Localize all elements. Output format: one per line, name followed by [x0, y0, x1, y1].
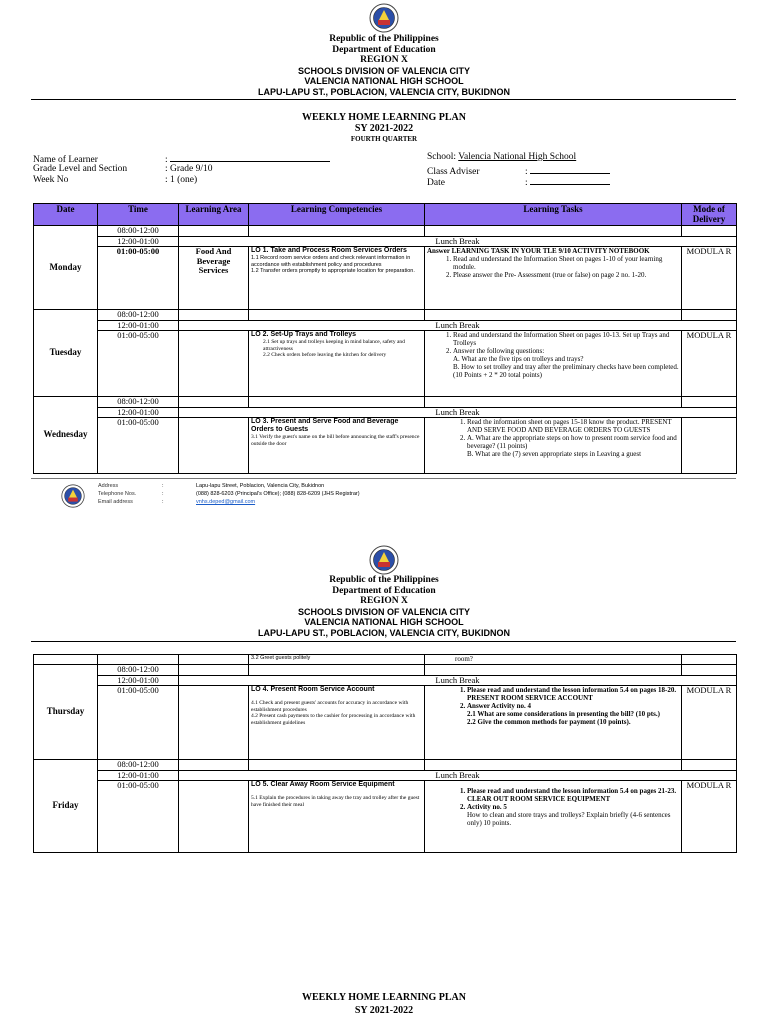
table-row: 12:00-01:00 Lunch Break [34, 407, 737, 418]
telephone-label: Telephone Nos. [98, 491, 137, 497]
telephone-value: (088) 828-6203 (Principal's Office); (088) 828-6209 (JHS Registrar) [196, 491, 360, 497]
lunch-break: Lunch Break [179, 675, 737, 686]
plan-title: WEEKLY HOME LEARNING PLAN [301, 112, 466, 123]
mode-value: MODULA R [682, 686, 737, 760]
learner-info-left: Name of Learner : Grade Level and Section : Grade 9/10 Week No : 1 (one) [33, 152, 330, 187]
task-cell: Answer LEARNING TASK IN YOUR TLE 9/10 ACTIVITY NOTEBOOK 1. Read and understand the Information Sheet on pages 1-10 of your learning module. 2. Please answer the Pre- Assessment (true or false) on page 2 no. 1-20. [425, 247, 682, 310]
task-cell: 1. Please read and understand the lesson information 5.4 on pages 21-23. CLEAR OUT ROOM SERVICE EQUIPMENT 2. Activity no. 5 How to clean and store trays and trolleys? Explain briefly (4-6 sentences only) 10 points. [425, 781, 682, 853]
lo-1: LO 1. Take and Process Room Services Orders [251, 247, 407, 254]
grade-label: Grade Level and Section [33, 163, 128, 174]
contact-footer: Address : Lapu-lapu Street, Poblacion, Valencia City, Bukidnon Telephone Nos. : (088) 828-6203 (Principal's Office); (088) 828-6209 (JHS Registrar) Email address : vnhs.deped@gmail.com [98, 483, 360, 505]
date-label: Date [427, 178, 445, 188]
day-friday: Friday [34, 760, 98, 853]
address-label: Address [98, 483, 119, 489]
deped-seal-icon [369, 545, 399, 575]
day-monday: Monday [34, 226, 98, 310]
col-area: Learning Area [179, 204, 249, 226]
table-row: 01:00-05:00 LO 2. Set-Up Trays and Trolleys 2.1 Set up trays and trolleys keeping in mind balance, safety and attractiveness 2.2 Check orders before leaving the kitchen for delivery 1. Read and understand the Information Sheet on pages 10-13. Set up Trays and Trolleys 2. Answer the following questions: A. What are the five tips on trolleys and trays? B. How to set trolley and tray after the preliminary checks have been completed. (10 Points + 2 * 20 total points) MODULA R [34, 331, 737, 397]
page-2 [0, 540, 768, 1024]
header-line-2: Department of Education [332, 44, 436, 55]
col-competencies: Learning Competencies [249, 204, 425, 226]
agency-header: Republic of the Philippines Department of Education REGION X SCHOOLS DIVISION OF VALENCIA CITY VALENCIA NATIONAL HIGH SCHOOL LAPU-LAPU ST., POBLACION, VALENCIA CITY, BUKIDNON [257, 575, 510, 638]
table-row: Thursday 08:00-12:00 [34, 665, 737, 676]
deped-seal-small-icon [61, 484, 85, 508]
col-time: Time [98, 204, 179, 226]
week-value: 1 (one) [170, 175, 198, 185]
header-line-1: Republic of the Philippines [329, 34, 439, 44]
school-label: School: [427, 152, 457, 162]
adviser-field[interactable] [530, 164, 610, 174]
lunch-break: Lunch Break [179, 407, 737, 418]
table-row: Monday 08:00-12:00 [34, 226, 737, 237]
mode-value: MODULA R [682, 781, 737, 853]
lo-3: LO 3. Present and Serve Food and Beverage Orders to Guests [251, 418, 399, 433]
table-row: 12:00-01:00 Lunch Break [34, 770, 737, 781]
deped-seal-icon [369, 3, 399, 33]
lo-2: LO 2. Set-Up Trays and Trolleys [251, 331, 357, 338]
competency-cell: LO 5. Clear Away Room Service Equipment 5.1 Explain the procedures in taking away the tray and trolley after the guest have finished their meal [249, 781, 425, 853]
table-row: Friday 08:00-12:00 [34, 760, 737, 771]
competency-cell: LO 2. Set-Up Trays and Trolleys 2.1 Set up trays and trolleys keeping in mind balance, safety and attractiveness 2.2 Check orders before leaving the kitchen for delivery [249, 331, 425, 397]
adviser-label: Class Adviser [427, 166, 480, 177]
email-link[interactable]: vnhs.deped@gmail.com [196, 499, 256, 505]
table-row: 01:00-05:00 Food And Beverage Services LO 1. Take and Process Room Services Orders 1.1 Record room service orders and check relevant information in accordance with establishment policy and procedures 1.2 Transfer orders promptly to appropriate location for preparation. Answer LEARNING TASK IN YOUR TLE 9/10 ACTIVITY NOTEBOOK 1. Read and understand the Information Sheet on pages 1-10 of your learning module. 2. Please answer the Pre- Assessment (true or false) on page 2 no. 1-20. MODULA R [34, 247, 737, 310]
mode-value: MODULA R [682, 247, 737, 310]
competency-cell: LO 3. Present and Serve Food and Beverage Orders to Guests 3.1 Verify the guest's name on the bill before announcing the staff's presence outside the door [249, 418, 425, 474]
header-line-5: VALENCIA NATIONAL HIGH SCHOOL [304, 76, 464, 86]
school-value: Valencia National High School [458, 152, 577, 162]
learning-area: Food And Beverage Services [179, 247, 249, 310]
table-row: 12:00-01:00 Lunch Break [34, 236, 737, 247]
table-row: 01:00-05:00 LO 5. Clear Away Room Service Equipment 5.1 Explain the procedures in taking away the tray and trolley after the guest have finished their meal 1. Please read and understand the lesson information 5.4 on pages 21-23. CLEAR OUT ROOM SERVICE EQUIPMENT 2. Activity no. 5 How to clean and store trays and trolleys? Explain briefly (4-6 sentences only) 10 points. MODULA R [34, 781, 737, 853]
table-header-row [34, 204, 737, 226]
table-row: Tuesday 08:00-12:00 [34, 310, 737, 321]
header-line-6: LAPU-LAPU ST., POBLACION, VALENCIA CITY, BUKIDNON [257, 86, 510, 97]
plan-table-continued [33, 654, 737, 853]
competency-cell: LO 1. Take and Process Room Services Orders 1.1 Record room service orders and check relevant information in accordance with establishment policy and procedures 1.2 Transfer orders promptly to appropriate location for preparation. [249, 247, 425, 310]
school-year: SY 2021-2022 [354, 123, 414, 134]
header-rule [31, 99, 736, 100]
learner-name-field[interactable] [170, 152, 330, 162]
day-thursday: Thursday [34, 665, 98, 760]
lo-5: LO 5. Clear Away Room Service Equipment [251, 781, 395, 788]
day-tuesday: Tuesday [34, 310, 98, 397]
mode-value: MODULA R [682, 331, 737, 397]
col-mode: Mode of Delivery [682, 204, 737, 226]
lo-4: LO 4. Present Room Service Account [251, 686, 375, 693]
table-row: 01:00-05:00 LO 4. Present Room Service Account 4.1 Check and present guests' accounts for accuracy in accordance with establishment procedures 4.2 Present cash payments to the cashier for processing in accordance with establishment guidelines 1. Please read and understand the lesson information 5.4 on pages 18-20. PRESENT ROOM SERVICE ACCOUNT 2. Answer Activity no. 4 2.1 What are some considerations in presenting the bill? (10 pts.) 2.2 Give the common methods for payment (10 points). MODULA R [34, 686, 737, 760]
quarter: FOURTH QUARTER [350, 135, 418, 143]
lunch-break: Lunch Break [179, 236, 737, 247]
header-line-3: REGION X [360, 55, 408, 65]
day-wednesday: Wednesday [34, 397, 98, 474]
address-value: Lapu-lapu Street, Poblacion, Valencia City, Bukidnon [196, 483, 325, 489]
table-row: 3.2 Greet guests politely room? [34, 655, 737, 665]
learner-info-right: School: Valencia National High School Class Adviser : Date : [427, 152, 610, 187]
table-row: 12:00-01:00 Lunch Break [34, 320, 737, 331]
table-row: 12:00-01:00 Lunch Break [34, 675, 737, 686]
school-year: SY 2021-2022 [354, 1005, 414, 1016]
grade-value: Grade 9/10 [170, 163, 213, 174]
header-line-4: SCHOOLS DIVISION OF VALENCIA CITY [297, 65, 470, 76]
col-date: Date [34, 204, 98, 226]
task-cell: 1. Read the information sheet on pages 15-18 know the product. PRESENT AND SERVE FOOD AND BEVERAGE ORDERS TO GUESTS 2. A. What are the appropriate steps on how to present room service food and beverage? (11 points) B. What are the (7) seven appropriate steps in Leaving a guest [425, 418, 682, 474]
lunch-break: Lunch Break [179, 770, 737, 781]
email-label: Email address [98, 499, 133, 505]
plan-title: WEEKLY HOME LEARNING PLAN [301, 992, 466, 1003]
table-row: Wednesday 08:00-12:00 [34, 397, 737, 408]
date-field[interactable] [530, 175, 610, 185]
task-cell: 1. Read and understand the Information Sheet on pages 10-13. Set up Trays and Trolleys 2. Answer the following questions: A. What are the five tips on trolleys and trays? B. How to set trolley and tray after the preliminary checks have been completed. (10 Points + 2 * 20 total points) [425, 331, 682, 397]
competency-cell: LO 4. Present Room Service Account 4.1 Check and present guests' accounts for accuracy in accordance with establishment procedures 4.2 Present cash payments to the cashier for processing in accordance with establishment guidelines [249, 686, 425, 760]
week-label: Week No [33, 175, 69, 185]
learner-label: Name of Learner [33, 155, 98, 165]
plan-table [33, 203, 737, 474]
lunch-break: Lunch Break [179, 320, 737, 331]
agency-header [0, 34, 768, 97]
header-rule [31, 641, 736, 642]
table-row: 01:00-05:00 LO 3. Present and Serve Food and Beverage Orders to Guests 3.1 Verify the guest's name on the bill before announcing the staff's presence outside the door 1. Read the information sheet on pages 15-18 know the product. PRESENT AND SERVE FOOD AND BEVERAGE ORDERS TO GUESTS 2. A. What are the appropriate steps on how to present room service food and beverage? (11 points) B. What are the (7) seven appropriate steps in Leaving a guest [34, 418, 737, 474]
col-tasks: Learning Tasks [425, 204, 682, 226]
footer-rule [31, 478, 736, 479]
task-cell: 1. Please read and understand the lesson information 5.4 on pages 18-20. PRESENT ROOM SERVICE ACCOUNT 2. Answer Activity no. 4 2.1 What are some considerations in presenting the bill? (10 pts.) 2.2 Give the common methods for payment (10 points). [425, 686, 682, 760]
